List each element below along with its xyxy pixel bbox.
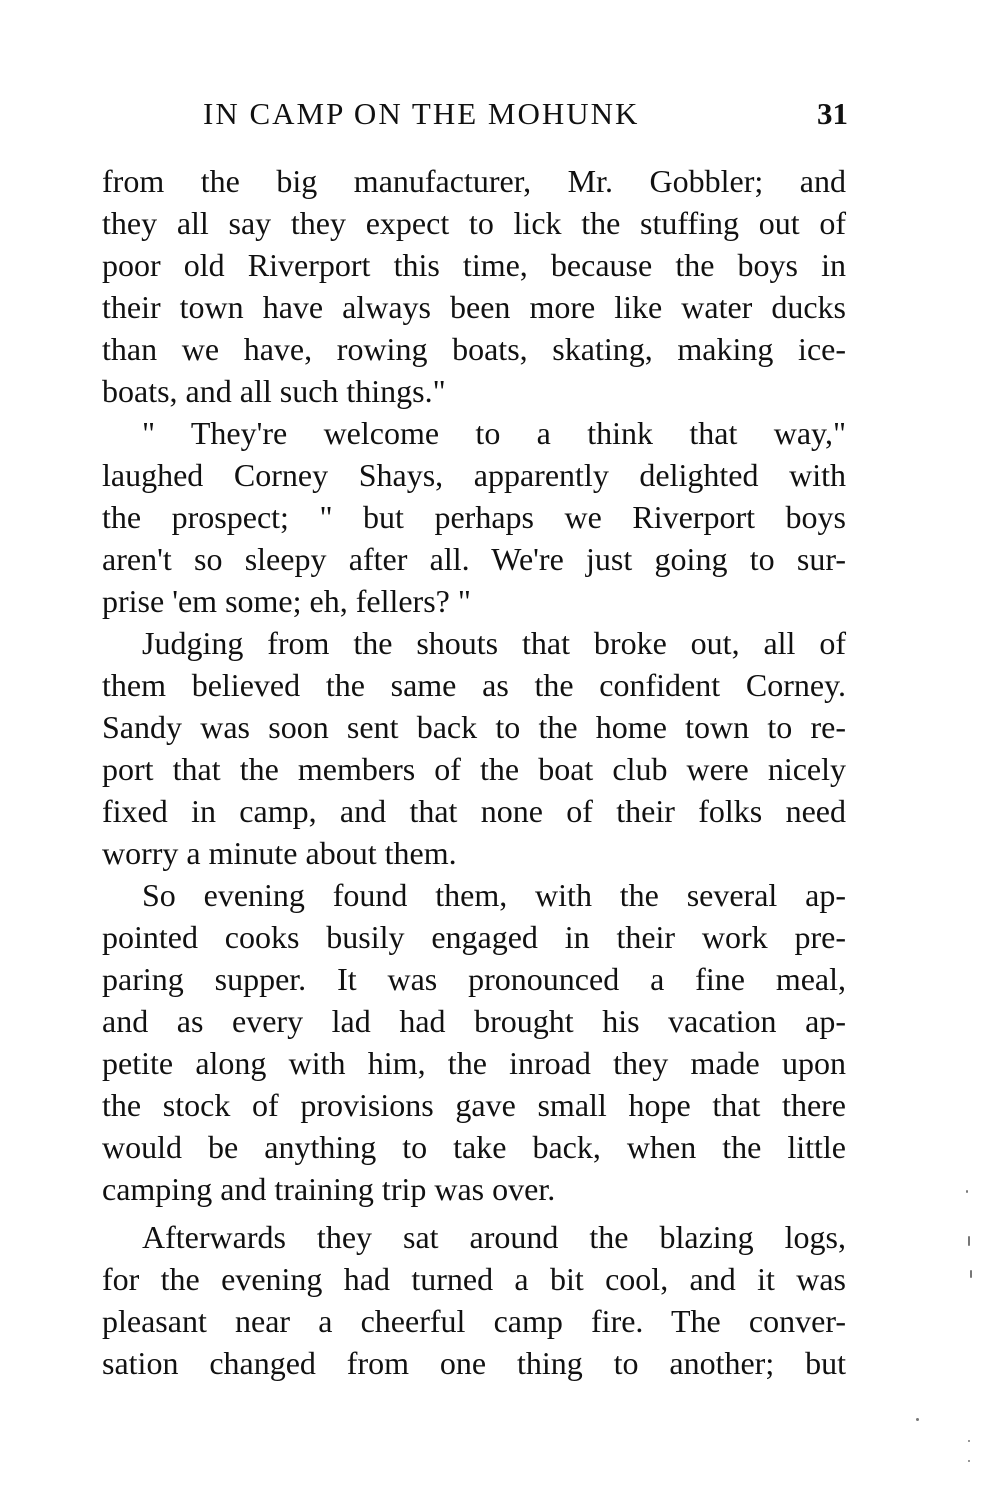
paragraph	[102, 622, 846, 874]
text-line: Sandy was soon sent back to the home town to re-	[102, 709, 846, 745]
text-line: from the big manufacturer, Mr. Gobbler; and	[102, 163, 846, 199]
running-head	[100, 96, 848, 140]
text-line: laughed Corney Shays, apparently delighted with	[102, 457, 846, 493]
text-line: and as every lad had brought his vacation ap-	[102, 1003, 846, 1039]
text-line: Judging from the shouts that broke out, all of	[142, 625, 846, 661]
body-text	[102, 160, 846, 1384]
scan-speck	[916, 1418, 919, 1421]
text-line: than we have, rowing boats, skating, making ice-	[102, 331, 846, 367]
text-line: would be anything to take back, when the little	[102, 1129, 846, 1165]
text-line: " They're welcome to a think that way,"	[142, 415, 846, 451]
paragraph	[102, 412, 846, 622]
text-line: poor old Riverport this time, because the boys in	[102, 247, 846, 283]
text-line: worry a minute about them.	[102, 835, 457, 871]
text-line: aren't so sleepy after all. We're just going to sur-	[102, 541, 846, 577]
text-line: Afterwards they sat around the blazing logs,	[142, 1219, 846, 1255]
text-line: the prospect; " but perhaps we Riverport boys	[102, 499, 846, 535]
running-title: IN CAMP ON THE MOHUNK	[203, 96, 640, 131]
scan-speck	[966, 1190, 968, 1193]
text-line: their town have always been more like water ducks	[102, 289, 846, 325]
text-line: boats, and all such things."	[102, 373, 446, 409]
scan-speck	[968, 1236, 970, 1246]
text-line: for the evening had turned a bit cool, and it was	[102, 1261, 846, 1297]
paragraph	[102, 1216, 846, 1384]
text-line: fixed in camp, and that none of their folks need	[102, 793, 846, 829]
scan-speck	[970, 1270, 972, 1278]
text-line: the stock of provisions gave small hope that there	[102, 1087, 846, 1123]
scan-speck	[968, 1460, 970, 1462]
text-line: prise 'em some; eh, fellers? "	[102, 583, 471, 619]
page-number: 31	[817, 96, 848, 131]
text-line: they all say they expect to lick the stuffing out of	[102, 205, 846, 241]
text-line: So evening found them, with the several ap-	[142, 877, 846, 913]
text-line: camping and training trip was over.	[102, 1171, 556, 1207]
text-line: petite along with him, the inroad they made upon	[102, 1045, 846, 1081]
text-line: sation changed from one thing to another; but	[102, 1345, 846, 1381]
paragraph	[102, 160, 846, 412]
text-line: port that the members of the boat club were nicely	[102, 751, 846, 787]
text-line: them believed the same as the confident Corney.	[102, 667, 846, 703]
paragraph	[102, 874, 846, 1210]
text-line: pleasant near a cheerful camp fire. The conver-	[102, 1303, 846, 1339]
text-line: pointed cooks busily engaged in their work pre-	[102, 919, 846, 955]
scan-speck	[968, 1440, 970, 1442]
text-line: paring supper. It was pronounced a fine meal,	[102, 961, 846, 997]
